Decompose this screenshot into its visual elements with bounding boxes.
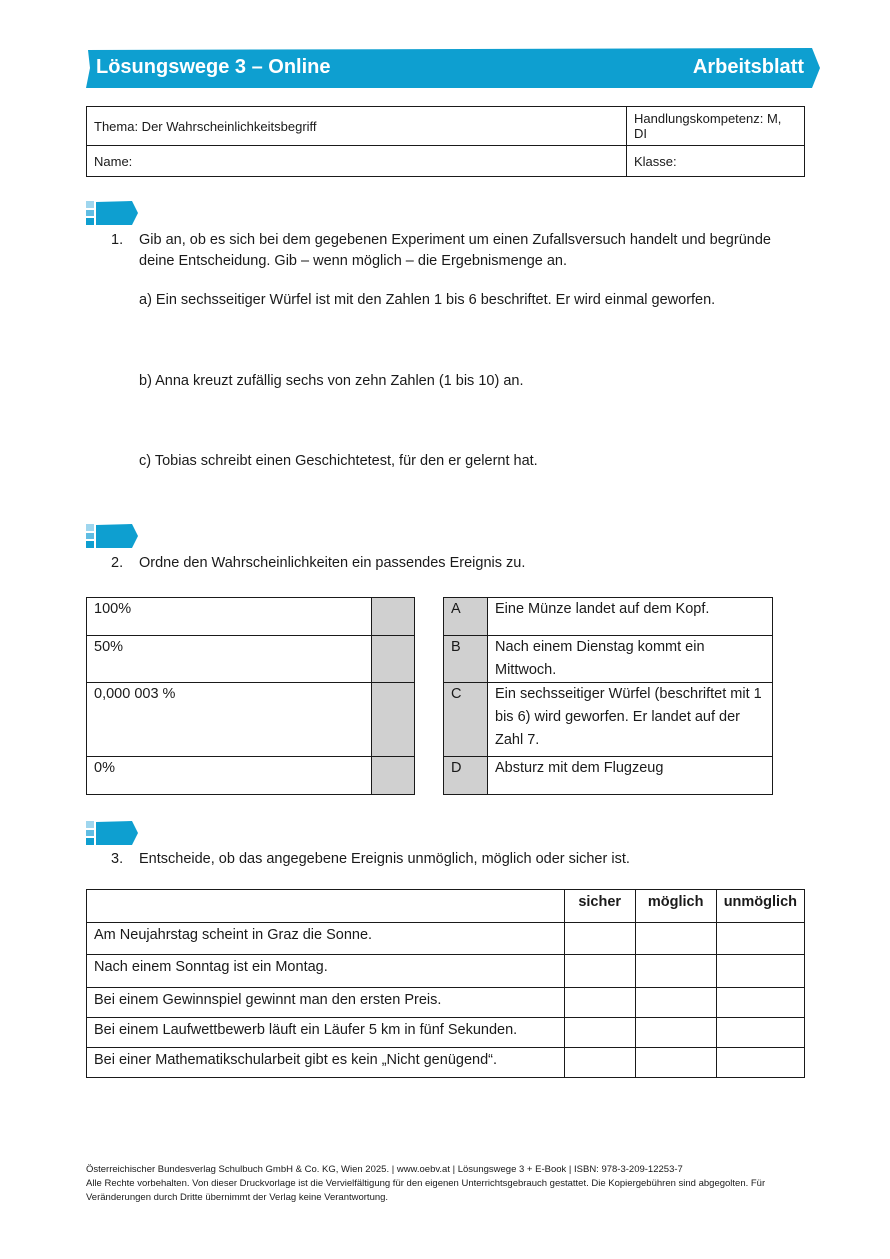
task3-number: 3. (111, 851, 124, 867)
checkbox-cell[interactable] (635, 988, 716, 1018)
event-text: Eine Münze landet auf dem Kopf. (488, 598, 773, 636)
probability-cell: 100% (87, 598, 372, 636)
task-marker-icon (86, 524, 138, 548)
event-row-text: Bei einem Laufwettbewerb läuft ein Läufer 5 km in fünf Sekunden. (87, 1018, 565, 1048)
task1-item-a: a) Ein sechsseitiger Würfel ist mit den Zahlen 1 bis 6 beschriftet. Er wird einmal geworfen. (139, 292, 716, 308)
checkbox-cell[interactable] (635, 923, 716, 955)
task1-text: Gib an, ob es sich bei dem gegebenen Experiment um einen Zufallsversuch handelt und begründe deine Entscheidung. Gib – wenn möglich – die Ergebnismenge an. (139, 232, 771, 269)
task2-number: 2. (111, 555, 124, 571)
checkbox-cell[interactable] (716, 955, 804, 988)
column-header-sicher: sicher (564, 890, 635, 923)
checkbox-cell[interactable] (564, 955, 635, 988)
answer-cell[interactable] (372, 598, 415, 636)
answer-cell[interactable] (372, 683, 415, 757)
name-field[interactable]: Name: (87, 146, 627, 177)
event-row-text: Am Neujahrstag scheint in Graz die Sonne. (87, 923, 565, 955)
topic-cell: Thema: Der Wahrscheinlichkeitsbegriff (87, 107, 627, 146)
answer-cell[interactable] (372, 757, 415, 795)
event-letter: B (444, 636, 488, 683)
probability-table (86, 597, 415, 795)
task1-item-c: c) Tobias schreibt einen Geschichtetest, für den er gelernt hat. (139, 453, 538, 469)
probability-cell: 50% (87, 636, 372, 683)
task1-number: 1. (111, 232, 124, 248)
checkbox-cell[interactable] (716, 923, 804, 955)
event-classification-table (86, 889, 805, 1078)
header-title: Lösungswege 3 – Online (96, 56, 331, 78)
info-table (86, 106, 805, 177)
checkbox-cell[interactable] (716, 1018, 804, 1048)
footer (86, 1163, 806, 1205)
task2-text: Ordne den Wahrscheinlichkeiten ein passendes Ereignis zu. (139, 555, 526, 571)
probability-cell: 0,000 003 % (87, 683, 372, 757)
event-row-text: Nach einem Sonntag ist ein Montag. (87, 955, 565, 988)
event-letter: C (444, 683, 488, 757)
column-header-moeglich: möglich (635, 890, 716, 923)
task3-text: Entscheide, ob das angegebene Ereignis unmöglich, möglich oder sicher ist. (139, 851, 630, 867)
checkbox-cell[interactable] (635, 955, 716, 988)
task-marker-icon (86, 821, 138, 845)
footer-publisher: Österreichischer Bundesverlag Schulbuch GmbH & Co. KG, Wien 2025. | www.oebv.at | Lösungswege 3 + E-Book | ISBN: 978-3-209-12253-7 (86, 1164, 683, 1175)
answer-cell[interactable] (372, 636, 415, 683)
checkbox-cell[interactable] (564, 988, 635, 1018)
event-row-text: Bei einem Gewinnspiel gewinnt man den ersten Preis. (87, 988, 565, 1018)
competence-cell: Handlungskompetenz: M, DI (627, 107, 805, 146)
column-header-unmoeglich: unmöglich (716, 890, 804, 923)
checkbox-cell[interactable] (635, 1018, 716, 1048)
checkbox-cell[interactable] (564, 923, 635, 955)
event-text: Absturz mit dem Flugzeug (488, 757, 773, 795)
event-letter: A (444, 598, 488, 636)
header-doc-type: Arbeitsblatt (692, 56, 804, 78)
checkbox-cell[interactable] (564, 1018, 635, 1048)
task1-item-b: b) Anna kreuzt zufällig sechs von zehn Zahlen (1 bis 10) an. (139, 373, 524, 389)
checkbox-cell[interactable] (716, 988, 804, 1018)
checkbox-cell[interactable] (564, 1048, 635, 1078)
checkbox-cell[interactable] (716, 1048, 804, 1078)
checkbox-cell[interactable] (635, 1048, 716, 1078)
footer-rights: Alle Rechte vorbehalten. Von dieser Druckvorlage ist die Vervielfältigung für den eigenen Unterrichtsgebrauch gestattet. Die Kopiergebühren sind abgegolten. Für Veränderungen durch Dritte übernimmt der Verlag keine Verantwortung. (86, 1178, 766, 1203)
event-table (443, 597, 773, 795)
event-letter: D (444, 757, 488, 795)
task-marker-icon (86, 201, 138, 225)
probability-cell: 0% (87, 757, 372, 795)
header-empty (87, 890, 565, 923)
event-text: Ein sechsseitiger Würfel (beschriftet mit 1 bis 6) wird geworfen. Er landet auf der Zahl 7. (488, 683, 773, 757)
class-field[interactable]: Klasse: (627, 146, 805, 177)
event-row-text: Bei einer Mathematikschularbeit gibt es kein „Nicht genügend“. (87, 1048, 565, 1078)
event-text: Nach einem Dienstag kommt ein Mittwoch. (488, 636, 773, 683)
